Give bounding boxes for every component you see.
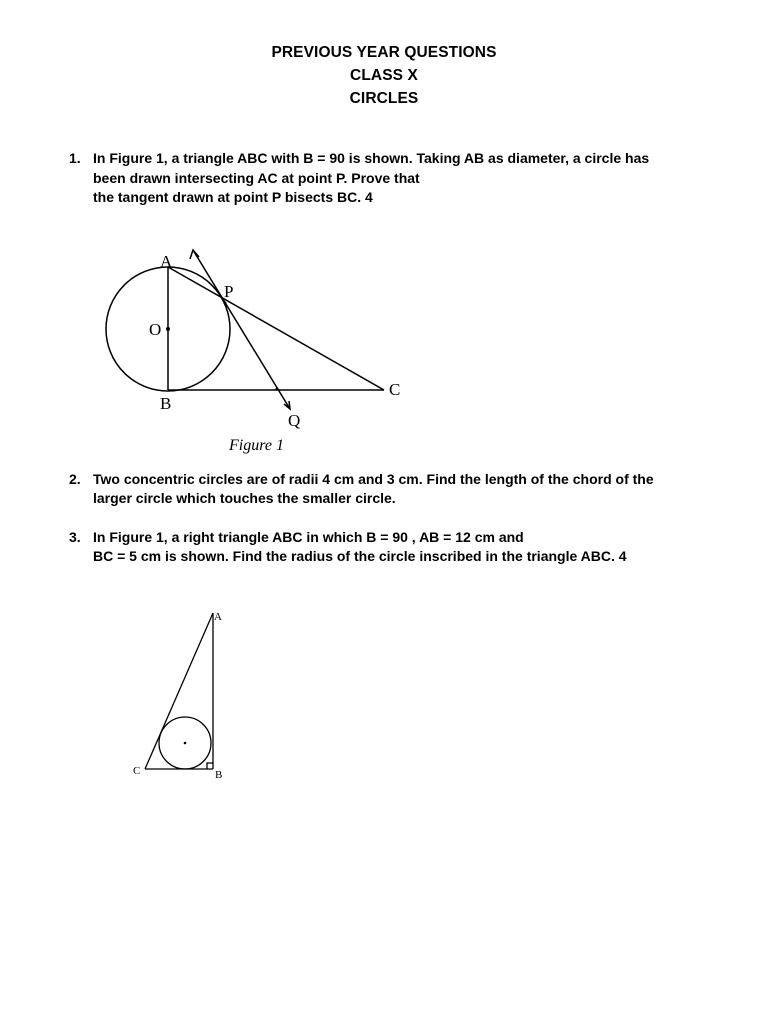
class-heading: CLASS X bbox=[350, 67, 418, 84]
label-q: Q bbox=[288, 411, 301, 430]
page-title: PREVIOUS YEAR QUESTIONS bbox=[271, 44, 497, 61]
question-number: 1. bbox=[69, 150, 81, 166]
label-c: C bbox=[133, 765, 141, 777]
point-p bbox=[224, 302, 227, 305]
incenter-point bbox=[184, 742, 187, 745]
side-ca bbox=[145, 613, 213, 769]
question-text-line: larger circle which touches the smaller circle. bbox=[93, 490, 396, 506]
label-o: O bbox=[149, 320, 162, 339]
question-text-line: Two concentric circles are of radii 4 cm and 3 cm. Find the length of the chord of the bbox=[93, 471, 654, 487]
question-text-line: BC = 5 cm is shown. Find the radius of the circle inscribed in the triangle ABC. 4 bbox=[93, 548, 627, 564]
label-b: B bbox=[160, 394, 172, 413]
label-p: P bbox=[224, 282, 234, 301]
label-a: A bbox=[214, 611, 222, 623]
label-c: C bbox=[389, 380, 401, 399]
label-a: A bbox=[160, 252, 173, 271]
right-angle-mark bbox=[207, 763, 213, 769]
midpoint-marker bbox=[276, 388, 279, 391]
label-b: B bbox=[215, 769, 223, 781]
question-text-line: In Figure 1, a triangle ABC with B = 90 is shown. Taking AB as diameter, a circle has bbox=[93, 150, 650, 166]
tangent-line-pq bbox=[193, 250, 290, 409]
chapter-heading: CIRCLES bbox=[349, 90, 419, 107]
figure-caption: Figure 1 bbox=[229, 437, 284, 454]
question-text-line: In Figure 1, a right triangle ABC in which B = 90 , AB = 12 cm and bbox=[93, 529, 524, 545]
question-number: 3. bbox=[69, 529, 81, 545]
question-number: 2. bbox=[69, 471, 81, 487]
question-text-line: been drawn intersecting AC at point P. Prove that bbox=[93, 170, 420, 186]
figure-2 bbox=[145, 613, 213, 769]
side-ac bbox=[168, 267, 384, 390]
center-point-o bbox=[166, 327, 170, 331]
question-text-line: the tangent drawn at point P bisects BC. 4 bbox=[93, 189, 373, 205]
figure-1 bbox=[106, 250, 384, 409]
